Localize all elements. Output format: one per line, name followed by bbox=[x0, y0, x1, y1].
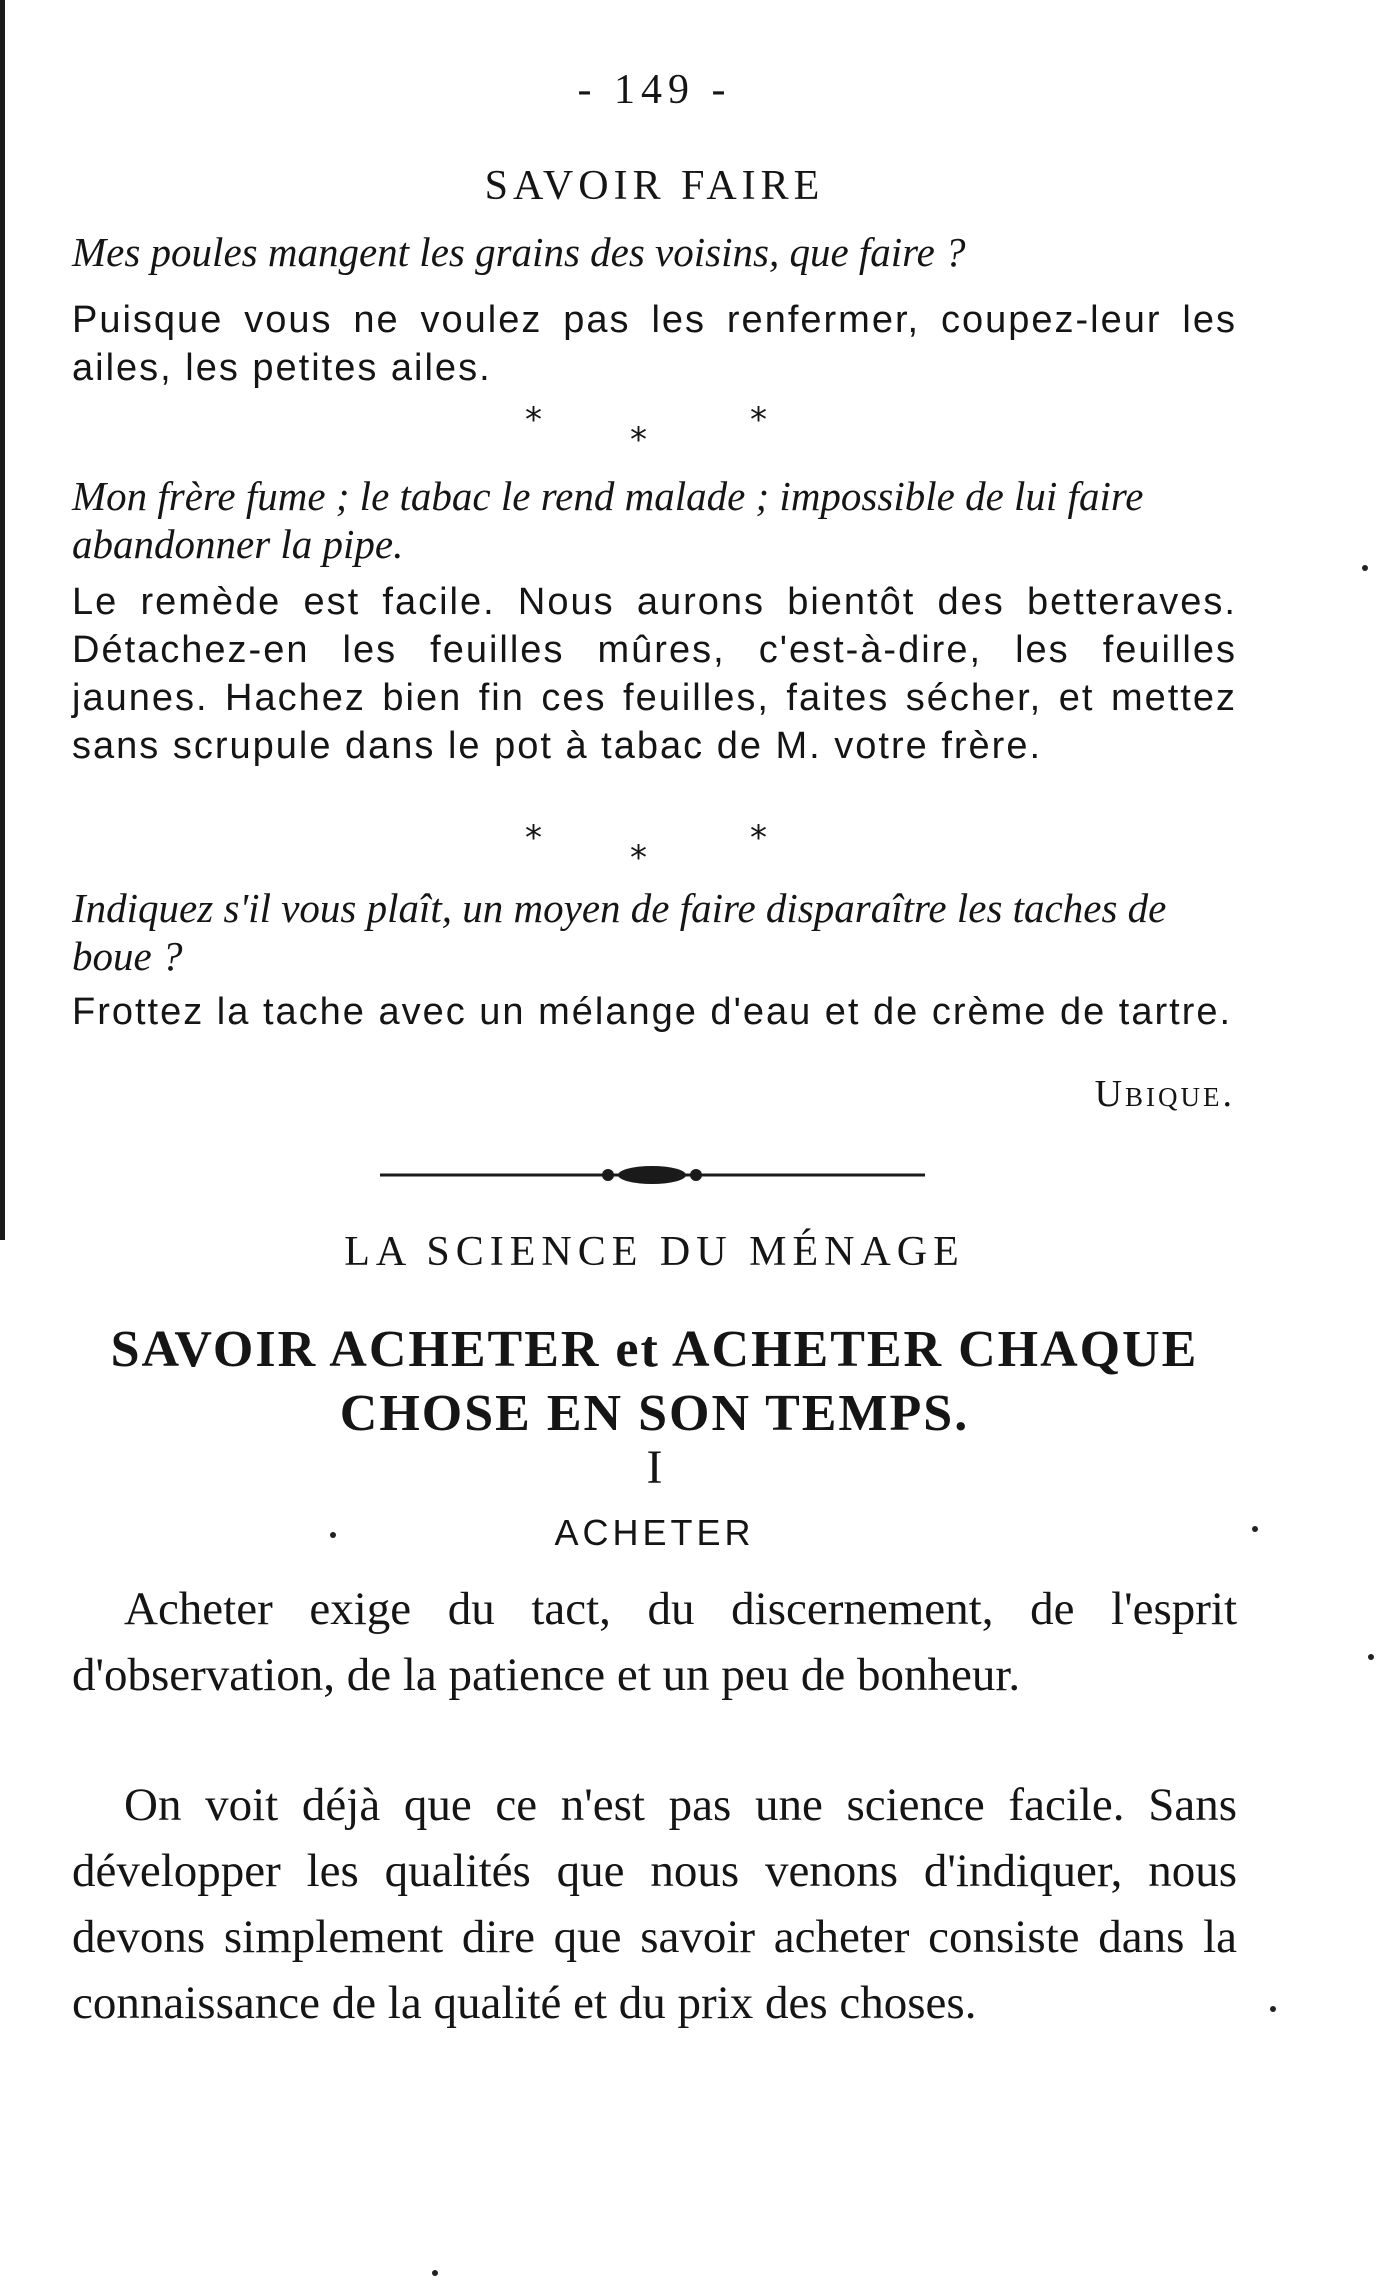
star: * bbox=[525, 400, 542, 440]
question-1: Mes poules mangent les grains des voisins, que faire ? bbox=[72, 229, 966, 275]
page-number: - 149 - bbox=[577, 67, 732, 113]
ink-speck bbox=[1368, 1654, 1374, 1660]
paragraph-1: Acheter exige du tact, du discernement, de l'esprit d'observation, de la patience et un peu de bonheur. bbox=[72, 1583, 1237, 1701]
separator-stars-2 bbox=[525, 818, 795, 878]
page-edge-rule bbox=[0, 0, 5, 1240]
separator-stars-1 bbox=[525, 400, 795, 460]
answer-1: Puisque vous ne voulez pas les renfermer, coupez-leur les ailes, les petites ailes. bbox=[72, 299, 1237, 389]
star: * bbox=[630, 838, 647, 878]
section-title: SAVOIR FAIRE bbox=[484, 163, 825, 209]
answer-3: Frottez la tache avec un mélange d'eau et de crème de tartre. bbox=[72, 991, 1233, 1033]
ink-speck bbox=[1362, 565, 1368, 571]
part-number: I bbox=[646, 1441, 663, 1494]
question-3: Indiquez s'il vous plaît, un moyen de faire disparaître les taches de boue ? bbox=[72, 885, 1167, 979]
ink-speck bbox=[432, 2270, 438, 2276]
signature: Ubique. bbox=[1094, 1073, 1235, 1115]
ink-speck bbox=[1252, 1526, 1258, 1532]
question-2: Mon frère fume ; le tabac le rend malade ; impossible de lui faire abandonner la pipe. bbox=[72, 473, 1144, 567]
article-title: SAVOIR ACHETER et ACHETER CHAQUE CHOSE EN SON TEMPS. bbox=[110, 1321, 1199, 1442]
star: * bbox=[525, 818, 542, 858]
ink-speck bbox=[330, 1532, 336, 1538]
ornamental-divider bbox=[380, 1160, 925, 1190]
star: * bbox=[750, 400, 767, 440]
star: * bbox=[630, 420, 647, 460]
paragraph-2: On voit déjà que ce n'est pas une science facile. Sans développer les qualités que nous venons d'indiquer, nous devons simplement dire que savoir acheter consiste dans la connaissance de la qualité et du prix des choses. bbox=[72, 1779, 1237, 2029]
chapter-heading: ACHETER bbox=[554, 1512, 755, 1553]
ink-speck bbox=[1270, 2006, 1276, 2012]
answer-2: Le remède est facile. Nous aurons bientôt des betteraves. Détachez-en les feuilles mûres, c'est-à-dire, les feuilles jaunes. Hachez bien fin ces feuilles, faites sécher, et mettez sans scrupule dans le pot à tabac de M. votre frère. bbox=[72, 581, 1237, 767]
star: * bbox=[750, 818, 767, 858]
section-subtitle: LA SCIENCE DU MÉNAGE bbox=[344, 1229, 965, 1275]
